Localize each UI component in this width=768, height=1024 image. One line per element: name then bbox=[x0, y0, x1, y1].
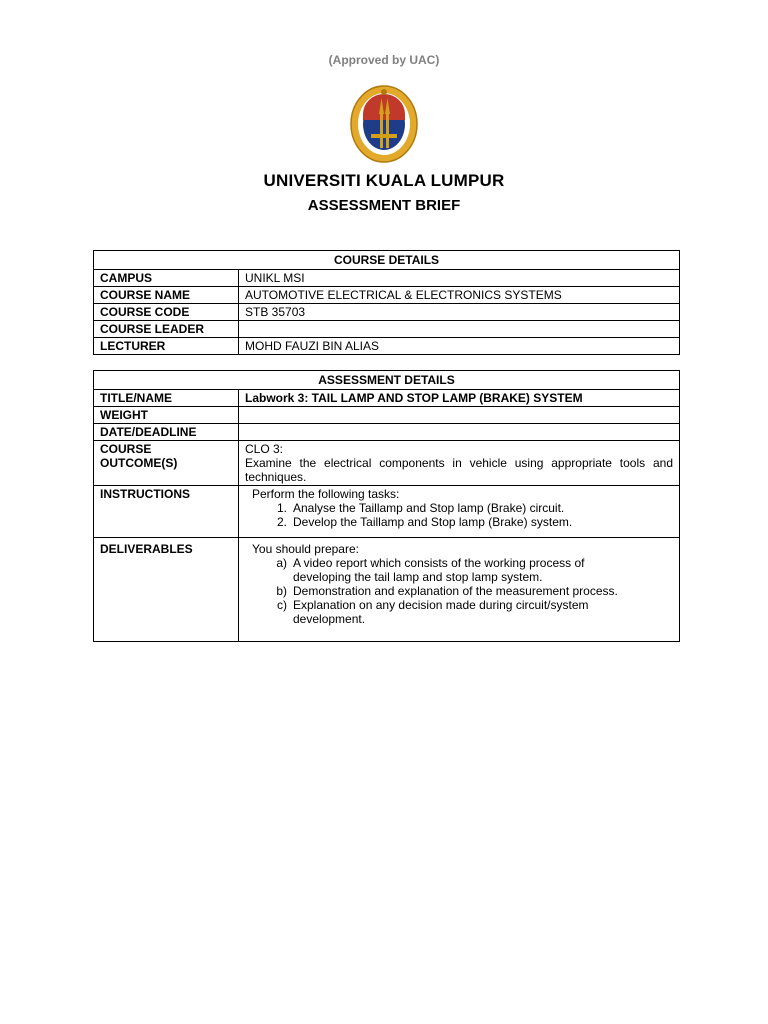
course-details-table bbox=[93, 250, 680, 355]
list-item bbox=[265, 584, 625, 598]
lecturer-label: LECTURER bbox=[94, 338, 239, 355]
deliverables-label: DELIVERABLES bbox=[94, 538, 239, 642]
outcome-label-line-2: OUTCOME(S) bbox=[100, 456, 178, 470]
table-row bbox=[94, 304, 680, 321]
course-leader-label: COURSE LEADER bbox=[94, 321, 239, 338]
list-item bbox=[265, 598, 625, 626]
table-row bbox=[94, 424, 680, 441]
instructions-intro: Perform the following tasks: bbox=[252, 487, 400, 501]
course-name-label: COURSE NAME bbox=[94, 287, 239, 304]
weight-value bbox=[239, 407, 680, 424]
university-name: UNIVERSITI KUALA LUMPUR bbox=[263, 171, 505, 190]
deliverable-letter: a) bbox=[276, 556, 287, 570]
table-row bbox=[94, 538, 680, 642]
deliverable-text: Explanation on any decision made during circuit/system development. bbox=[293, 598, 589, 626]
title-label: TITLE/NAME bbox=[94, 390, 239, 407]
instructions-value bbox=[239, 486, 680, 538]
course-outcome-label bbox=[94, 441, 239, 486]
weight-label: WEIGHT bbox=[94, 407, 239, 424]
table-row bbox=[94, 441, 680, 486]
deliverable-text: A video report which consists of the working process of developing the tail lamp and stop lamp system. bbox=[293, 556, 585, 584]
list-item bbox=[265, 515, 673, 529]
instructions-label: INSTRUCTIONS bbox=[94, 486, 239, 538]
outcome-label-line-1: COURSE bbox=[100, 442, 152, 456]
deliverable-letter: c) bbox=[277, 598, 287, 612]
assessment-details-header: ASSESSMENT DETAILS bbox=[94, 371, 680, 390]
course-details-header: COURSE DETAILS bbox=[94, 251, 680, 270]
deadline-value bbox=[239, 424, 680, 441]
table-row bbox=[94, 321, 680, 338]
deadline-label: DATE/DEADLINE bbox=[94, 424, 239, 441]
unikl-logo bbox=[349, 84, 419, 164]
assessment-details-table bbox=[93, 370, 680, 642]
table-row bbox=[94, 486, 680, 538]
table-row bbox=[94, 270, 680, 287]
list-item bbox=[265, 501, 673, 515]
deliverables-intro: You should prepare: bbox=[252, 542, 359, 556]
document-title: ASSESSMENT BRIEF bbox=[307, 197, 461, 214]
table-row bbox=[94, 407, 680, 424]
task-text: Analyse the Taillamp and Stop lamp (Brake) circuit. bbox=[293, 501, 565, 515]
course-leader-value bbox=[239, 321, 680, 338]
approval-note: (Approved by UAC) bbox=[328, 53, 440, 67]
course-code-value: STB 35703 bbox=[239, 304, 680, 321]
lecturer-value: MOHD FAUZI BIN ALIAS bbox=[239, 338, 680, 355]
table-row bbox=[94, 390, 680, 407]
deliverable-text: Demonstration and explanation of the measurement process. bbox=[293, 584, 618, 598]
table-row bbox=[94, 287, 680, 304]
clo-title: CLO 3: bbox=[245, 442, 284, 456]
task-number: 2. bbox=[276, 515, 287, 529]
task-text: Develop the Taillamp and Stop lamp (Brake) system. bbox=[293, 515, 573, 529]
course-code-label: COURSE CODE bbox=[94, 304, 239, 321]
course-outcome-value bbox=[239, 441, 680, 486]
title-value: Labwork 3: TAIL LAMP AND STOP LAMP (BRAKE) SYSTEM bbox=[239, 390, 680, 407]
course-name-value: AUTOMOTIVE ELECTRICAL & ELECTRONICS SYSTEMS bbox=[239, 287, 680, 304]
clo-text: Examine the electrical components in vehicle using appropriate tools and techniques. bbox=[245, 456, 673, 484]
list-item bbox=[265, 556, 625, 584]
campus-value: UNIKL MSI bbox=[239, 270, 680, 287]
deliverables-value bbox=[239, 538, 680, 642]
campus-label: CAMPUS bbox=[94, 270, 239, 287]
deliverable-letter: b) bbox=[276, 584, 287, 598]
table-row bbox=[94, 338, 680, 355]
task-number: 1. bbox=[276, 501, 287, 515]
